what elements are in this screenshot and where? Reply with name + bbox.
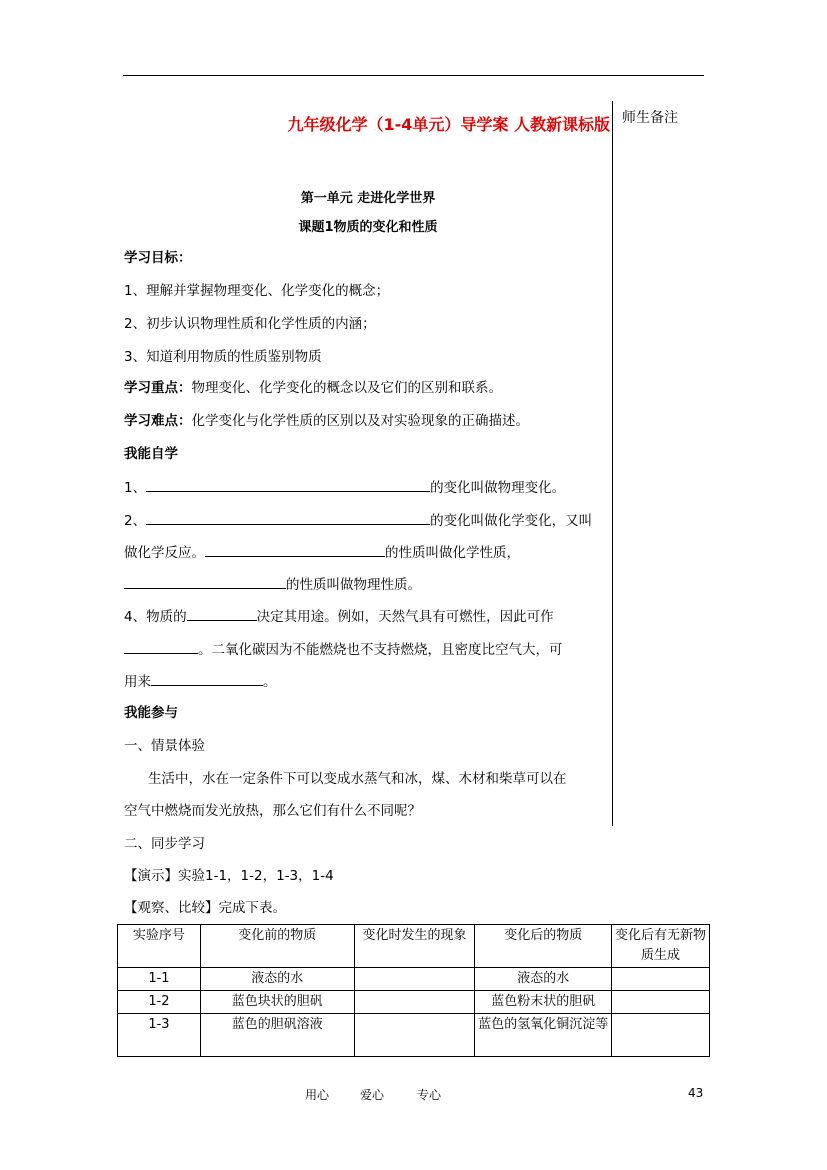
section-1-heading: 一、情景体验 xyxy=(124,738,205,754)
table-cell: 液态的水 xyxy=(475,968,612,991)
question-4-line2 xyxy=(124,639,563,660)
table-cell[interactable] xyxy=(354,991,475,1014)
q4-prefix: 4、物质的 xyxy=(124,609,187,625)
unit-title: 第一单元 走进化学世界 xyxy=(300,191,436,206)
table-cell[interactable] xyxy=(612,991,710,1014)
question-2-line2 xyxy=(124,542,520,563)
q1-suffix: 的变化叫做物理变化。 xyxy=(430,480,566,496)
objectives-heading: 学习目标： xyxy=(124,250,192,266)
margin-divider xyxy=(612,101,613,826)
table-cell[interactable] xyxy=(354,1014,475,1057)
table-row xyxy=(118,1014,710,1057)
difficulty-text: 化学变化与化学性质的区别以及对实验现象的正确描述。 xyxy=(191,413,529,429)
footer-motto-1: 用心 xyxy=(305,1088,330,1102)
q1-prefix: 1、 xyxy=(124,480,147,496)
fill-blank[interactable] xyxy=(205,542,385,557)
footer-motto-3: 专心 xyxy=(417,1088,442,1102)
fill-blank[interactable] xyxy=(187,606,257,621)
fill-blank[interactable] xyxy=(151,671,263,686)
objective-item: 2、初步认识物理性质和化学性质的内涵； xyxy=(124,316,376,332)
scenario-paragraph-line1: 生活中，水在一定条件下可以变成水蒸气和冰，煤、木材和柴草可以在 xyxy=(148,771,567,787)
table-header-row xyxy=(118,925,710,968)
demo-line xyxy=(124,866,334,886)
participate-heading: 我能参与 xyxy=(124,705,178,721)
key-point-label: 学习重点： xyxy=(124,380,192,396)
q2-line3: 的性质叫做物理性质。 xyxy=(286,577,421,593)
experiment-table xyxy=(117,924,710,1057)
table-cell: 蓝色的氢氧化铜沉淀等 xyxy=(475,1014,612,1057)
observe-line xyxy=(124,898,286,918)
table-header-cell: 变化后有无新物质生成 xyxy=(612,925,710,968)
table-cell[interactable] xyxy=(354,968,475,991)
table-header-cell: 变化时发生的现象 xyxy=(354,925,475,968)
table-header-cell: 变化前的物质 xyxy=(200,925,354,968)
q4-line3-b: 。 xyxy=(263,674,277,690)
observe-text: 完成下表。 xyxy=(218,900,286,916)
scenario-paragraph-line2: 空气中燃烧而发光放热，那么它们有什么不同呢？ xyxy=(124,803,421,819)
q2-line2-a: 做化学反应。 xyxy=(124,545,205,561)
observe-label: 【观察、比较】 xyxy=(124,900,219,916)
q2-suffix: 的变化叫做化学变化，又叫 xyxy=(430,513,593,529)
q4-suffix: 决定其用途。例如，天然气具有可燃性，因此可作 xyxy=(256,609,554,625)
key-point xyxy=(124,378,502,398)
q2-prefix: 2、 xyxy=(124,513,147,529)
demo-text: 实验1-1，1-2，1-3，1-4 xyxy=(178,868,334,884)
table-cell: 1-1 xyxy=(118,968,201,991)
table-cell: 液态的水 xyxy=(200,968,354,991)
table-row xyxy=(118,991,710,1014)
question-2-line3 xyxy=(124,574,421,595)
side-note-label: 师生备注 xyxy=(622,110,678,126)
q2-line2-b: 的性质叫做化学性质， xyxy=(385,545,520,561)
difficulty-label: 学习难点： xyxy=(124,413,192,429)
header-rule xyxy=(123,75,704,76)
fill-blank[interactable] xyxy=(146,510,430,525)
question-2 xyxy=(124,510,592,531)
lesson-title: 课题1物质的变化和性质 xyxy=(298,220,438,235)
table-cell[interactable] xyxy=(612,968,710,991)
question-1 xyxy=(124,477,565,498)
table-header-cell: 实验序号 xyxy=(118,925,201,968)
fill-blank[interactable] xyxy=(146,477,430,492)
fill-blank[interactable] xyxy=(124,574,286,589)
table-cell: 蓝色粉末状的胆矾 xyxy=(475,991,612,1014)
objective-item: 1、理解并掌握物理变化、化学变化的概念； xyxy=(124,283,390,299)
page-number: 43 xyxy=(688,1086,704,1100)
question-4 xyxy=(124,606,554,627)
self-study-heading: 我能自学 xyxy=(124,446,178,462)
footer-motto-2: 爱心 xyxy=(360,1088,385,1102)
table-header-cell: 变化后的物质 xyxy=(475,925,612,968)
key-point-text: 物理变化、化学变化的概念以及它们的区别和联系。 xyxy=(191,380,502,396)
section-2-heading: 二、同步学习 xyxy=(124,836,205,852)
table-cell: 蓝色的胆矾溶液 xyxy=(200,1014,354,1057)
objective-item: 3、知道利用物质的性质鉴别物质 xyxy=(124,349,322,365)
table-row xyxy=(118,968,710,991)
table-cell: 1-2 xyxy=(118,991,201,1014)
table-cell[interactable] xyxy=(612,1014,710,1057)
table-cell: 1-3 xyxy=(118,1014,201,1057)
demo-label: 【演示】 xyxy=(124,868,178,884)
document-title: 九年级化学（1-4单元）导学案 人教新课标版 xyxy=(287,115,610,134)
fill-blank[interactable] xyxy=(124,639,198,654)
table-cell: 蓝色块状的胆矾 xyxy=(200,991,354,1014)
q4-line3-a: 用来 xyxy=(124,674,151,690)
difficulty xyxy=(124,411,529,431)
question-4-line3 xyxy=(124,671,277,692)
q4-line2: 。二氧化碳因为不能燃烧也不支持燃烧，且密度比空气大，可 xyxy=(198,642,563,658)
